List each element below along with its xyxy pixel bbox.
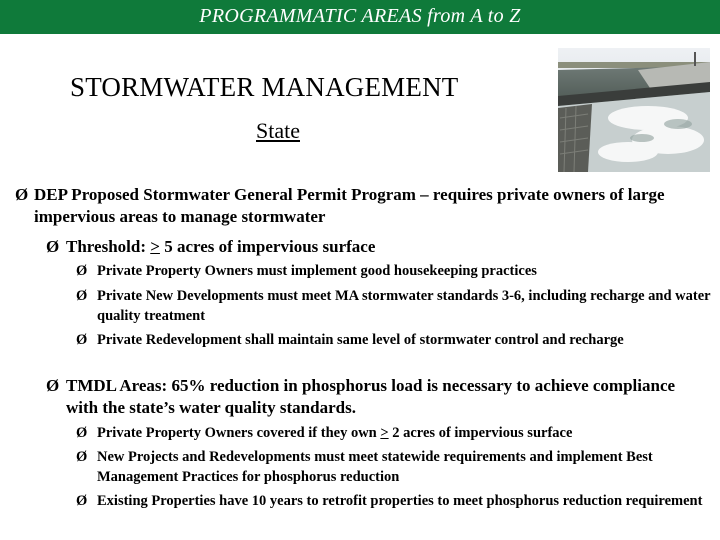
list-item: Ø Private New Developments must meet MA stormwater standards 3-6, including recharge and water quality treatment — [76, 288, 711, 324]
arrow-bullet-icon: Ø — [76, 263, 88, 279]
slide-subtitle: State — [256, 118, 300, 143]
list-item: Ø Private Property Owners covered if they own > 2 acres of impervious surface — [76, 425, 573, 441]
list-item: Ø Private Property Owners must implement good housekeeping practices — [76, 263, 537, 279]
arrow-bullet-icon: Ø — [76, 288, 88, 304]
weir-photo — [558, 48, 710, 172]
arrow-bullet-icon: Ø — [76, 332, 88, 348]
slide-title: STORMWATER MANAGEMENT — [70, 72, 459, 102]
list-item: Ø Private Redevelopment shall maintain same level of stormwater control and recharge — [76, 332, 624, 348]
arrow-bullet-icon: Ø — [76, 493, 88, 509]
arrow-bullet-icon: Ø — [46, 376, 60, 395]
arrow-bullet-icon: Ø — [46, 237, 60, 256]
arrow-bullet-icon: Ø — [76, 449, 88, 465]
list-item: Ø DEP Proposed Stormwater General Permit Program – requires private owners of large impervious areas to manage stormwater — [15, 185, 665, 226]
slide-banner: PROGRAMMATIC AREAS from A to Z — [0, 0, 720, 34]
list-item: Ø Threshold: > 5 acres of impervious surface — [46, 237, 376, 256]
arrow-bullet-icon: Ø — [15, 185, 29, 204]
list-item: Ø New Projects and Redevelopments must meet statewide requirements and implement Best Management Practices for phosphorus reduction — [76, 449, 653, 485]
arrow-bullet-icon: Ø — [76, 425, 88, 441]
list-item: Ø Existing Properties have 10 years to retrofit properties to meet phosphorus reduction requirement — [76, 493, 703, 509]
list-item: Ø TMDL Areas: 65% reduction in phosphorus load is necessary to achieve compliance with the state’s water quality standards. — [46, 376, 676, 417]
